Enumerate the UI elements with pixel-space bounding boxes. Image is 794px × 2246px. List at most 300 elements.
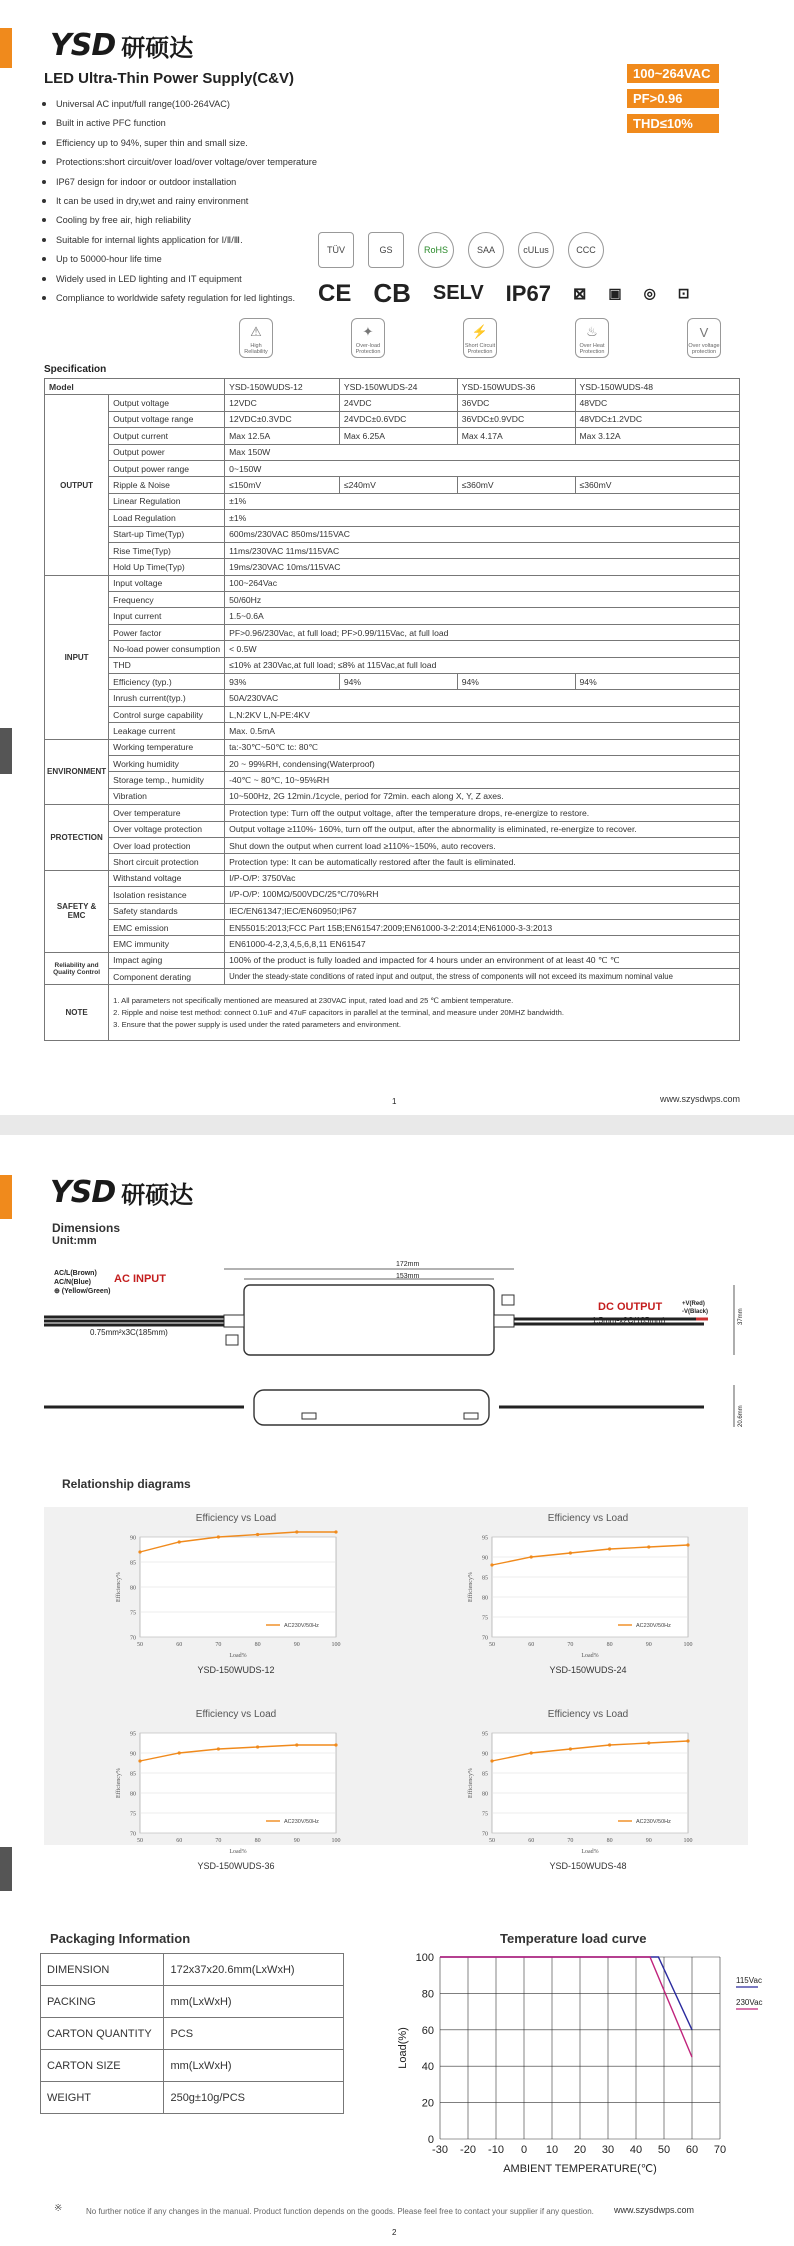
table-row — [41, 2082, 344, 2114]
data-point — [138, 1550, 141, 1553]
pk-key: CARTON QUANTITY — [41, 2018, 164, 2050]
y-tick-label: 90 — [482, 1751, 488, 1758]
x-tick-label: 90 — [645, 1838, 652, 1844]
data-point — [569, 1747, 572, 1750]
cell: Max 150W — [225, 444, 740, 460]
table-row — [45, 428, 740, 444]
chart-plot — [86, 1723, 386, 1863]
page-gap — [0, 1115, 794, 1135]
table-row — [45, 542, 740, 558]
badge-thd: THD≤10% — [627, 114, 719, 133]
cell: 48VDC±1.2VDC — [575, 411, 739, 427]
note-line: 2. Ripple and noise test method: connect 0.1uF and 47uF capacitors in parallel at the terminal, and measure under 20MHZ bandwidth. — [113, 1007, 564, 1017]
x-tick-label: 80 — [254, 1838, 261, 1844]
row-label: Component derating — [109, 969, 225, 985]
data-point — [490, 1759, 493, 1762]
data-point — [178, 1751, 181, 1754]
chart-plot — [438, 1723, 738, 1863]
ac-input-label: AC INPUT — [114, 1273, 166, 1285]
website-link[interactable]: www.szysdwps.com — [660, 1094, 741, 1104]
data-point — [295, 1530, 298, 1533]
model-header: Model — [45, 379, 225, 395]
table-row — [45, 887, 740, 903]
x-tick-label: 90 — [293, 1838, 300, 1844]
x-tick-label: 40 — [629, 2144, 643, 2156]
protection-icons — [200, 318, 760, 358]
table-row — [45, 870, 740, 886]
x-tick-label: 70 — [713, 2144, 727, 2156]
y-tick-label: 95 — [130, 1731, 136, 1738]
footer-note: No further notice if any changes in the manual. Product function depends on the goods. Please feel free to contact your supplier if any question. — [86, 2207, 594, 2216]
table-row — [45, 919, 740, 935]
row-label: Impact aging — [109, 952, 225, 968]
table-row — [45, 510, 740, 526]
y-tick-label: 90 — [130, 1535, 136, 1542]
data-point — [217, 1747, 220, 1750]
cell: 600ms/230VAC 850ms/115VAC — [225, 526, 740, 542]
psu-side-view — [254, 1390, 489, 1425]
ac-wire-legend: AC/L(Brown) AC/N(Blue) ⊕ (Yellow/Green) — [54, 1270, 111, 1295]
table-row — [45, 706, 740, 722]
gs-logo: GS — [368, 232, 404, 268]
table-row — [45, 739, 740, 755]
cell: 93% — [225, 674, 340, 690]
y-tick-label: 90 — [130, 1751, 136, 1758]
cell: 94% — [339, 674, 457, 690]
x-tick-label: 80 — [606, 1642, 613, 1648]
y-tick-label: 80 — [130, 1585, 136, 1592]
table-row — [45, 690, 740, 706]
x-tick-label: 70 — [567, 1838, 574, 1844]
y-tick-label: 80 — [130, 1791, 136, 1798]
feature-item: Suitable for internal lights application for Ⅰ/Ⅱ/Ⅲ. — [42, 234, 317, 253]
feature-item: Efficiency up to 94%, super thin and small size. — [42, 137, 317, 156]
y-tick-label: 95 — [482, 1535, 488, 1542]
pk-value: PCS — [164, 2018, 344, 2050]
row-label: Isolation resistance — [109, 887, 225, 903]
note-line: 3. Ensure that the power supply is used under the rated parameters and environment. — [113, 1019, 402, 1029]
y-tick-label: 75 — [482, 1811, 488, 1818]
cell: IEC/EN61347;IEC/EN60950;IP67 — [225, 903, 740, 919]
side-slot-right — [464, 1413, 478, 1419]
chart-plot — [438, 1527, 738, 1667]
x-axis-label: Load% — [581, 1653, 599, 1659]
cell: I/P-O/P: 100MΩ/500VDC/25℃/70%RH — [225, 887, 740, 903]
y-tick-label: 80 — [482, 1791, 488, 1798]
data-point — [138, 1759, 141, 1762]
table-row — [45, 805, 740, 821]
legend-label: AC230V/50Hz — [284, 1623, 319, 1629]
row-label: Working temperature — [109, 739, 225, 755]
dc-output-label: DC OUTPUT — [598, 1301, 663, 1313]
data-point — [530, 1751, 533, 1754]
feature-item: Up to 50000-hour life time — [42, 253, 317, 272]
y-axis-label: Load(%) — [397, 2027, 409, 2069]
cb-mark: CB — [373, 278, 411, 308]
table-row — [41, 2018, 344, 2050]
x-axis-label: Load% — [229, 1653, 247, 1659]
cell: Max 3.12A — [575, 428, 739, 444]
packaging-table — [40, 1953, 344, 2114]
table-row — [45, 477, 740, 493]
orange-edge-tab — [0, 28, 12, 68]
chart-title: Efficiency vs Load — [547, 1709, 629, 1720]
table-row — [45, 608, 740, 624]
data-point — [334, 1743, 337, 1746]
row-label: Output voltage — [109, 395, 225, 411]
psu-end-cap-left — [224, 1315, 244, 1327]
x-tick-label: 50 — [489, 1642, 495, 1648]
x-tick-label: 0 — [520, 2144, 528, 2156]
x-tick-label: 50 — [489, 1838, 495, 1844]
chart-title: Efficiency vs Load — [195, 1709, 277, 1720]
cell: Output voltage ≥110%- 160%, turn off the output, after the abnormality is eliminated, re-energize to recover. — [225, 821, 740, 837]
dc-negative-label: -V(Black) — [682, 1309, 709, 1315]
cell: ±1% — [225, 510, 740, 526]
cell: Max 6.25A — [339, 428, 457, 444]
data-point — [256, 1745, 259, 1748]
plot-area — [492, 1537, 688, 1637]
row-label: Storage temp., humidity — [109, 772, 225, 788]
data-point — [217, 1535, 220, 1538]
row-label: Over temperature — [109, 805, 225, 821]
x-tick-label: 80 — [606, 1838, 613, 1844]
feature-item: Cooling by free air, high reliability — [42, 214, 317, 233]
y-tick-label: 95 — [482, 1731, 488, 1738]
row-label: Input current — [109, 608, 225, 624]
x-tick-label: 60 — [176, 1838, 183, 1844]
efficiency-chart — [438, 1513, 738, 1673]
pk-value: 250g±10g/PCS — [164, 2082, 344, 2114]
mount-tab-right — [502, 1295, 514, 1305]
note-line: 1. All parameters not specifically mentioned are measured at 230VAC input, rated load and 25 ℃ ambient temperature. — [113, 995, 514, 1005]
cell: ≤360mV — [457, 477, 575, 493]
pk-value: mm(LxWxH) — [164, 2050, 344, 2082]
x-axis-label: Load% — [229, 1849, 247, 1855]
row-label: Efficiency (typ.) — [109, 674, 225, 690]
row-label: Working humidity — [109, 755, 225, 771]
x-tick-label: 10 — [545, 2144, 559, 2156]
x-tick-label: 60 — [528, 1642, 535, 1648]
over-voltage-icon: V Over voltage protection — [687, 318, 721, 358]
data-point — [334, 1530, 337, 1533]
pk-key: WEIGHT — [41, 2082, 164, 2114]
data-point — [530, 1555, 533, 1558]
y-tick-label: 60 — [421, 2024, 434, 2037]
y-tick-label: 70 — [482, 1635, 488, 1642]
over-load-icon: ✦ Over-load Protection — [351, 318, 385, 358]
y-tick-label: 70 — [482, 1831, 488, 1838]
group-safety: SAFETY & EMC — [45, 870, 109, 952]
table-row — [45, 788, 740, 804]
legend-label: AC230V/50Hz — [636, 1819, 671, 1825]
logo-chinese: 研硕达 — [121, 1181, 194, 1209]
data-point — [686, 1739, 689, 1742]
cell: 11ms/230VAC 11ms/115VAC — [225, 542, 740, 558]
table-row — [45, 969, 740, 985]
cell: Protection type: It can be automatically restored after the fault is eliminated. — [225, 854, 740, 870]
y-tick-label: 85 — [130, 1771, 136, 1778]
cell: Max. 0.5mA — [225, 723, 740, 739]
row-label: Inrush current(typ.) — [109, 690, 225, 706]
table-row — [45, 903, 740, 919]
cell: Max 4.17A — [457, 428, 575, 444]
y-tick-label: 75 — [130, 1610, 136, 1617]
cell: ≤150mV — [225, 477, 340, 493]
ac-cable-spec: 0.75mm²x3C(185mm) — [90, 1328, 168, 1337]
table-row — [45, 837, 740, 853]
cell: 100~264Vac — [225, 575, 740, 591]
x-axis-label: AMBIENT TEMPERATURE(℃) — [503, 2163, 657, 2175]
cell: 94% — [457, 674, 575, 690]
page-number: 1 — [392, 1097, 397, 1106]
feature-list — [42, 98, 317, 311]
pk-key: DIMENSION — [41, 1954, 164, 1986]
page-number: 2 — [392, 2228, 397, 2237]
row-label: Start-up Time(Typ) — [109, 526, 225, 542]
row-label: THD — [109, 657, 225, 673]
dimensions-unit: Unit:mm — [52, 1235, 97, 1247]
x-tick-label: 100 — [331, 1642, 341, 1648]
cell: 0~150W — [225, 460, 740, 476]
cell: 94% — [575, 674, 739, 690]
compliance-marks — [318, 278, 690, 309]
group-protection: PROTECTION — [45, 805, 109, 871]
feature-item: IP67 design for indoor or outdoor installation — [42, 176, 317, 195]
table-row — [45, 985, 740, 1041]
table-row — [45, 493, 740, 509]
packaging-title: Packaging Information — [50, 1931, 191, 1946]
badge-input: 100~264VAC — [627, 64, 719, 83]
badge-pf: PF>0.96 — [627, 89, 719, 108]
cell: 20 ~ 99%RH, condensing(Waterproof) — [225, 755, 740, 771]
cell: L,N:2KV L,N-PE:4KV — [225, 706, 740, 722]
cell: 19ms/230VAC 10ms/115VAC — [225, 559, 740, 575]
y-tick-label: 80 — [421, 1988, 434, 2001]
table-row — [45, 936, 740, 952]
x-tick-label: 60 — [528, 1838, 535, 1844]
legend-label: 115Vac — [736, 1976, 762, 1985]
row-label: Output current — [109, 428, 225, 444]
ac-cable — [44, 1317, 224, 1325]
table-row — [45, 575, 740, 591]
cell: ≤240mV — [339, 477, 457, 493]
efficiency-chart — [86, 1709, 386, 1869]
y-tick-label: 75 — [482, 1615, 488, 1622]
x-tick-label: 50 — [137, 1642, 143, 1648]
legend-label: AC230V/50Hz — [636, 1623, 671, 1629]
row-label: Vibration — [109, 788, 225, 804]
table-row — [45, 657, 740, 673]
pk-value: mm(LxWxH) — [164, 1986, 344, 2018]
table-row — [45, 723, 740, 739]
data-point — [686, 1543, 689, 1546]
certification-logos — [318, 232, 604, 268]
row-label: Output power — [109, 444, 225, 460]
x-tick-label: 100 — [331, 1838, 341, 1844]
y-tick-label: 100 — [415, 1952, 434, 1964]
relationship-title: Relationship diagrams — [62, 1477, 191, 1491]
row-label: Safety standards — [109, 903, 225, 919]
dim-body-label: 153mm — [396, 1273, 420, 1280]
pk-key: CARTON SIZE — [41, 2050, 164, 2082]
table-row — [45, 641, 740, 657]
x-tick-label: 80 — [254, 1642, 261, 1648]
table-row — [45, 592, 740, 608]
group-note: NOTE — [45, 985, 109, 1041]
side-slot-left — [302, 1413, 316, 1419]
dim-width-label: 37mm — [738, 1308, 744, 1325]
cell: I/P-O/P: 3750Vac — [225, 870, 740, 886]
data-point — [569, 1551, 572, 1554]
row-label: Control surge capability — [109, 706, 225, 722]
table-row — [45, 674, 740, 690]
row-label: Over load protection — [109, 837, 225, 853]
x-tick-label: -30 — [432, 2144, 448, 2156]
y-tick-label: 90 — [482, 1555, 488, 1562]
cell: 24VDC — [339, 395, 457, 411]
spec-title: Specification — [44, 364, 107, 375]
data-point — [608, 1743, 611, 1746]
y-tick-label: 85 — [482, 1575, 488, 1582]
legend-label: 230Vac — [736, 1998, 763, 2007]
table-row — [41, 2050, 344, 2082]
y-axis-label: Efficiency% — [116, 1572, 122, 1602]
row-label: Load Regulation — [109, 510, 225, 526]
x-tick-label: 70 — [567, 1642, 574, 1648]
row-label: Ripple & Noise — [109, 477, 225, 493]
table-row — [41, 1986, 344, 2018]
x-tick-label: 70 — [215, 1642, 222, 1648]
data-point — [608, 1547, 611, 1550]
pk-key: PACKING — [41, 1986, 164, 2018]
logo-chinese: 研硕达 — [121, 34, 194, 62]
weee-icon: ⊠ — [572, 285, 587, 303]
table-row — [45, 772, 740, 788]
cell: -40℃ ~ 80℃, 10~95%RH — [225, 772, 740, 788]
row-label: Input voltage — [109, 575, 225, 591]
feature-item: Protections:short circuit/over load/over voltage/over temperature — [42, 156, 317, 175]
row-label: EMC emission — [109, 919, 225, 935]
cell: ta:-30℃~50℃ tc: 80℃ — [225, 739, 740, 755]
footer-website-link[interactable]: www.szysdwps.com — [614, 2205, 695, 2215]
legend-label: AC230V/50Hz — [284, 1819, 319, 1825]
brand-logo — [50, 1175, 193, 1210]
data-point — [178, 1540, 181, 1543]
notes-cell — [109, 985, 740, 1041]
cell: 10~500Hz, 2G 12min./1cycle, period for 72min. each along X, Y, Z axes. — [225, 788, 740, 804]
series-line-230Vac — [440, 1957, 692, 2057]
row-label: EMC immunity — [109, 936, 225, 952]
table-row — [45, 460, 740, 476]
efficiency-chart — [438, 1709, 738, 1869]
cell: EN55015:2013;FCC Part 15B;EN61547:2009;EN61000-3-2:2014;EN61000-3-3:2013 — [225, 919, 740, 935]
cell: ≤360mV — [575, 477, 739, 493]
temperature-load-chart — [380, 1947, 790, 2197]
logo-mark: YSD — [50, 1175, 116, 1210]
cell: Under the steady-state conditions of rated input and output, the stress of components will not exceed its maximum nominal value — [225, 969, 740, 985]
model-cell: YSD-150WUDS-48 — [575, 379, 739, 395]
x-tick-label: 30 — [601, 2144, 615, 2156]
data-point — [647, 1545, 650, 1548]
cell: 36VDC±0.9VDC — [457, 411, 575, 427]
over-heat-icon: ♨ Over Heat Protection — [575, 318, 609, 358]
x-tick-label: -10 — [488, 2144, 504, 2156]
chart-title: Efficiency vs Load — [195, 1513, 277, 1524]
x-tick-label: 100 — [683, 1838, 693, 1844]
cell: 24VDC±0.6VDC — [339, 411, 457, 427]
data-point — [256, 1533, 259, 1536]
table-row — [45, 559, 740, 575]
cell: ≤10% at 230Vac,at full load; ≤8% at 115Vac,at full load — [225, 657, 740, 673]
x-axis-label: Load% — [581, 1849, 599, 1855]
y-axis-label: Efficiency% — [468, 1768, 474, 1798]
y-tick-label: 70 — [130, 1635, 136, 1642]
row-label: No-load power consumption — [109, 641, 225, 657]
ce-mark: CE — [318, 279, 352, 307]
cell: 12VDC — [225, 395, 340, 411]
dc-cable-spec: 1.5mm²x2C(185mm) — [592, 1316, 666, 1325]
logo-mark: YSD — [50, 28, 116, 63]
short-circuit-icon: ⚡ Short Circuit Protection — [463, 318, 497, 358]
page-2 — [0, 1135, 794, 2246]
transformer-icon: ⊡ — [677, 285, 690, 301]
row-label: Rise Time(Typ) — [109, 542, 225, 558]
row-label: Leakage current — [109, 723, 225, 739]
chart-model-label: YSD-150WUDS-24 — [549, 1665, 627, 1675]
cell: < 0.5W — [225, 641, 740, 657]
x-tick-label: 60 — [176, 1642, 183, 1648]
y-axis-label: Efficiency% — [468, 1572, 474, 1602]
x-tick-label: 70 — [215, 1838, 222, 1844]
x-tick-label: 50 — [137, 1838, 143, 1844]
data-point — [295, 1743, 298, 1746]
table-row — [45, 624, 740, 640]
cell: Max 12.5A — [225, 428, 340, 444]
feature-item: Built in active PFC function — [42, 117, 317, 136]
psu-end-cap-right — [494, 1315, 514, 1327]
cell: 36VDC — [457, 395, 575, 411]
rohs-logo: RoHS — [418, 232, 454, 268]
y-tick-label: 80 — [482, 1595, 488, 1602]
row-label: Hold Up Time(Typ) — [109, 559, 225, 575]
high-reliability-icon: ⚠ High Reliability — [239, 318, 273, 358]
x-tick-label: -20 — [460, 2144, 476, 2156]
model-cell: YSD-150WUDS-12 — [225, 379, 340, 395]
feature-item: Widely used in LED lighting and IT equipment — [42, 273, 317, 292]
y-tick-label: 70 — [130, 1831, 136, 1838]
x-tick-label: 100 — [683, 1642, 693, 1648]
x-tick-label: 50 — [657, 2144, 671, 2156]
cell: 1.5~0.6A — [225, 608, 740, 624]
ccc-logo: CCC — [568, 232, 604, 268]
table-row — [45, 755, 740, 771]
page-title: LED Ultra-Thin Power Supply(C&V) — [44, 70, 295, 87]
row-label: Output voltage range — [109, 411, 225, 427]
table-row — [45, 411, 740, 427]
page-1 — [0, 0, 794, 1115]
x-tick-label: 90 — [645, 1642, 652, 1648]
plot-area — [492, 1733, 688, 1833]
cell: 50/60Hz — [225, 592, 740, 608]
cell: ±1% — [225, 493, 740, 509]
dim-total-label: 172mm — [396, 1261, 420, 1268]
group-reliability: Reliability and Quality Control — [45, 952, 109, 985]
chart-model-label: YSD-150WUDS-36 — [197, 1861, 275, 1871]
table-row — [45, 854, 740, 870]
y-tick-label: 0 — [427, 2134, 434, 2146]
tuv-logo: TÜV — [318, 232, 354, 268]
